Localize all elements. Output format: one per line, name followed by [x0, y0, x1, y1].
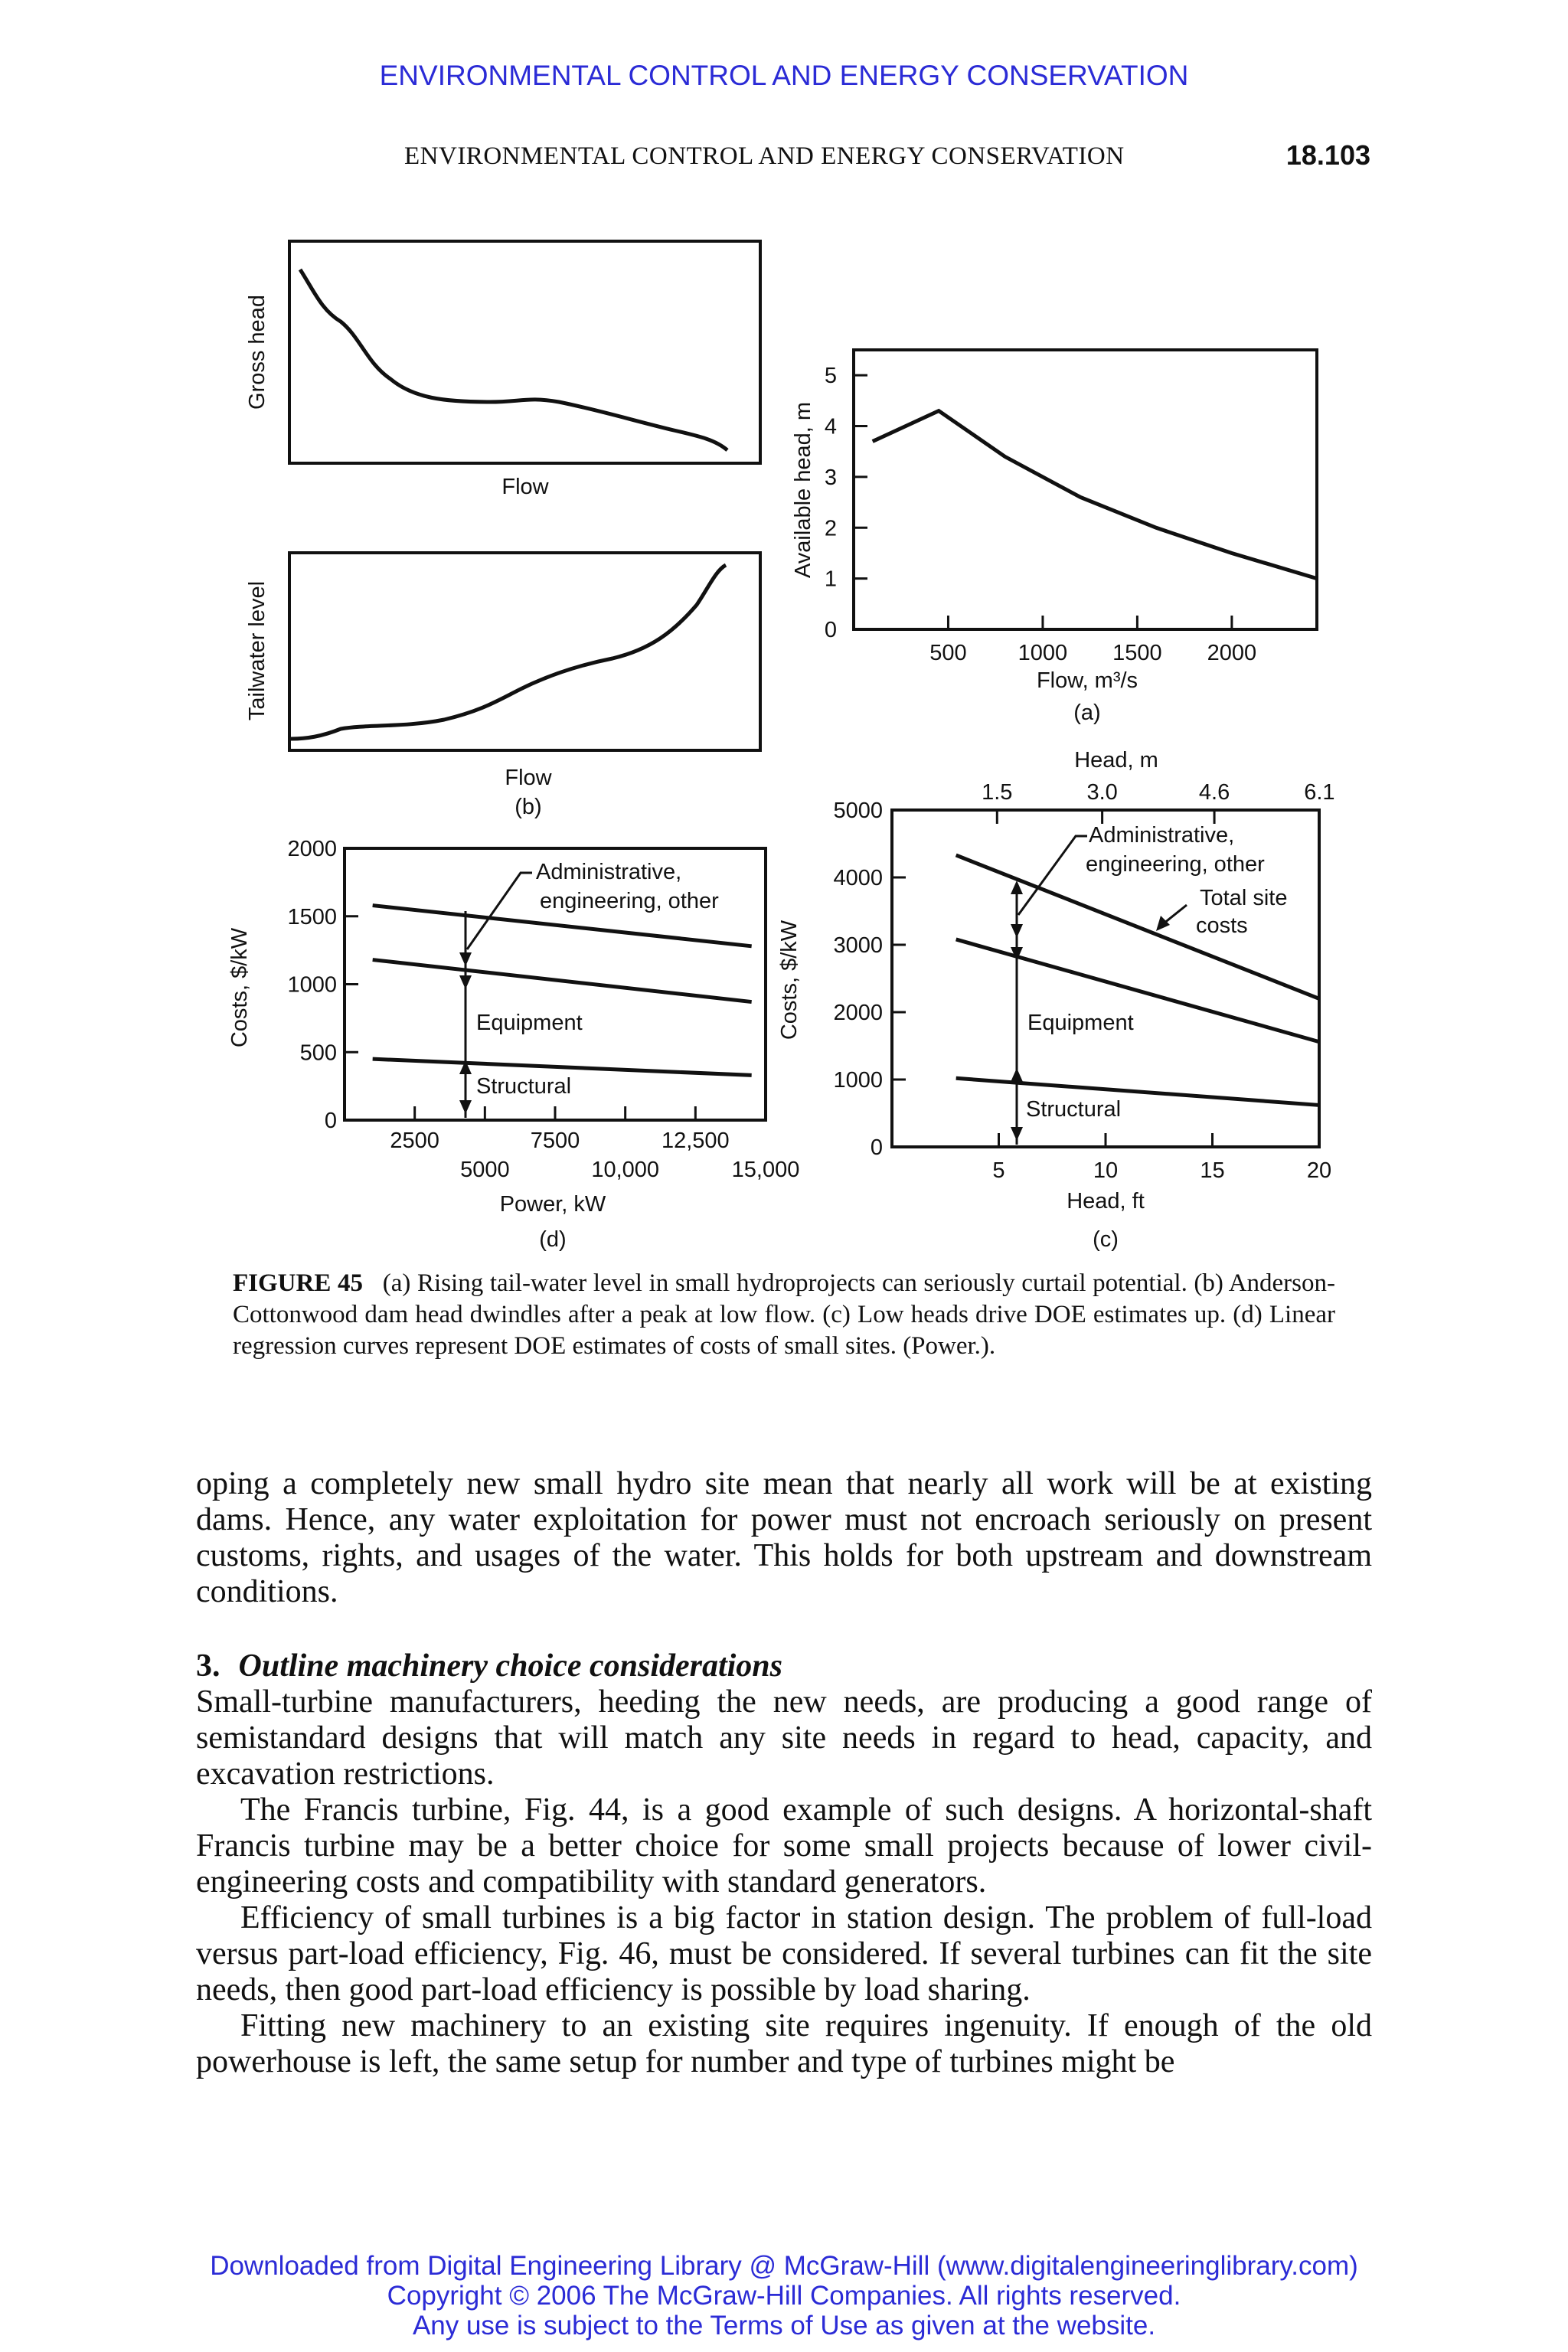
panel-d-structural: Structural [476, 1074, 572, 1099]
panel-d [227, 837, 799, 1252]
paragraph-4: Efficiency of small turbines is a big factor in station design. The problem of full-load versus part-load efficiency, Fig. 46, must be considered. If several turbines can fit the site needs, then good part-load efficiency is possible by load sharing. [196, 1900, 1372, 2007]
tailwater-curve [291, 565, 726, 739]
panel-c-admin-2: engineering, other [1086, 852, 1265, 877]
footer [0, 2251, 1568, 2341]
panel-c-x-tick-label: 10 [1093, 1158, 1119, 1183]
panel-d-equipment: Equipment [476, 1011, 583, 1035]
panel-c-xlabel: Head, ft [1067, 1189, 1145, 1214]
panel-c-total-2: costs [1196, 913, 1248, 938]
panel-c-x-tick-label: 20 [1306, 1158, 1332, 1183]
running-head: ENVIRONMENTAL CONTROL AND ENERGY CONSERVATION [404, 142, 1125, 170]
panel-d-x-tick-label: 12,500 [661, 1129, 730, 1153]
panel-a-x-tick-label: 1500 [1112, 641, 1162, 665]
section-title: Outline machinery choice considerations [238, 1648, 783, 1684]
panel-a-y-tick-label: 4 [824, 414, 837, 439]
panel-d-y-tick-label: 1500 [287, 904, 337, 929]
footer-line-2: Copyright © 2006 The McGraw-Hill Companies. All rights reserved. [387, 2281, 1181, 2311]
panel-b [245, 553, 760, 819]
panel-a-xlabel: Flow, m³/s [1036, 668, 1138, 693]
panel-c-top-axis-label: Head, m [1074, 748, 1158, 773]
panel-c-y-tick-label: 3000 [833, 933, 883, 958]
panel-d-y-tick-label: 0 [324, 1109, 337, 1133]
caption-text: (a) Rising tail-water level in small hydroprojects can seriously curtail potential. (b) Anderson-Cottonwood dam head dwindles after a peak at low flow. (c) Low heads drive DOE estimates up. (d) Linear regression curves represent DOE estimates of costs of small sites. (Power.). [233, 1269, 1335, 1360]
panel-d-xlabel: Power, kW [499, 1192, 606, 1217]
panel-a-y-tick-label: 1 [824, 567, 837, 592]
panel-d-x-tick-label: 2500 [390, 1129, 439, 1153]
panel-c-structural: Structural [1026, 1097, 1122, 1122]
panel-a-x-tick-label: 1000 [1018, 641, 1068, 665]
panel-c-y-tick-label: 4000 [833, 866, 883, 890]
panel-d-x-tick-label: 10,000 [591, 1158, 660, 1182]
section-heading [196, 1648, 782, 1684]
panel-c-admin-1: Administrative, [1089, 823, 1235, 848]
panel-c-label: (c) [1093, 1227, 1119, 1252]
panel-a-frame [854, 350, 1317, 629]
panel-c-series-line-1 [956, 939, 1319, 1042]
panel-d-series-line-2 [373, 1059, 752, 1075]
gross-head-xlabel: Flow [501, 475, 549, 499]
panel-d-y-tick-label: 1000 [287, 972, 337, 998]
panel-c-x-tick-label: 5 [992, 1158, 1005, 1183]
panel-d-x-tick-label: 15,000 [731, 1158, 800, 1182]
panel-d-series [373, 906, 752, 1076]
panel-c-total-1: Total site [1200, 886, 1288, 910]
figure-caption [233, 1268, 1335, 1362]
panel-b-xlabel: Flow [505, 766, 552, 790]
footer-line-1: Downloaded from Digital Engineering Library @ McGraw-Hill (www.digitalengineeringlibrary.com) [210, 2251, 1358, 2281]
panel-d-x-ticks [390, 1106, 799, 1182]
panel-c-equipment: Equipment [1027, 1011, 1134, 1035]
panel-d-y-tick-label: 500 [299, 1040, 337, 1066]
panel-c-x-ticks [992, 1133, 1331, 1183]
panel-c-series-line-0 [956, 855, 1319, 998]
panel-c-y-ticks [833, 799, 906, 1160]
section-number: 3. [196, 1648, 220, 1684]
panel-d-y-tick-label: 2000 [287, 837, 337, 861]
panel-a-x-tick-label: 500 [929, 641, 967, 665]
panel-d-admin-leader [467, 873, 532, 949]
panel-b-label: (b) [514, 795, 542, 819]
panel-c [777, 748, 1335, 1252]
available-head-curve [873, 411, 1317, 579]
panel-c-y-tick-label: 1000 [833, 1068, 883, 1093]
panel-c-top-tick-label: 3.0 [1086, 780, 1118, 805]
panel-gross-head [245, 241, 760, 499]
panel-d-y-ticks [287, 837, 358, 1133]
panel-c-y-tick-label: 5000 [833, 799, 883, 823]
paragraph-2: Small-turbine manufacturers, heeding the new needs, are producing a good range of semistandard designs that will match any site needs in regard to head, capacity, and excavation restrictions. [196, 1684, 1372, 1792]
panel-c-top-tick-label: 4.6 [1198, 780, 1230, 805]
page-number: 18.103 [1285, 139, 1370, 171]
panel-c-x-tick-label: 15 [1200, 1158, 1225, 1183]
panel-a-y-tick-label: 0 [824, 618, 837, 642]
panel-c-top-ticks [982, 780, 1334, 824]
panel-b-ylabel: Tailwater level [245, 580, 270, 721]
panel-d-label: (d) [539, 1227, 567, 1252]
panel-a-x-ticks [929, 616, 1256, 665]
panel-d-ylabel: Costs, $/kW [227, 927, 252, 1048]
panel-a-x-tick-label: 2000 [1207, 641, 1257, 665]
panel-c-y-tick-label: 0 [870, 1135, 883, 1160]
caption-label: FIGURE 45 [233, 1269, 363, 1297]
panel-a-label: (a) [1073, 701, 1101, 725]
gross-head-ylabel: Gross head [245, 295, 270, 410]
footer-line-3: Any use is subject to the Terms of Use as given at the website. [412, 2311, 1156, 2341]
panel-c-ylabel: Costs, $/kW [777, 920, 802, 1040]
panel-d-series-line-1 [373, 960, 752, 1002]
panel-a-ylabel: Available head, m [791, 401, 815, 579]
panel-d-x-tick-label: 7500 [530, 1129, 580, 1153]
panel-d-admin-2: engineering, other [540, 889, 719, 913]
panel-c-total-arrow [1156, 916, 1170, 931]
panel-gross-head-frame [289, 241, 760, 463]
panel-a-y-tick-label: 2 [824, 516, 837, 541]
panel-c-series-line-2 [956, 1078, 1319, 1105]
gross-head-curve [300, 270, 727, 450]
panel-a-y-ticks [825, 364, 867, 642]
panel-a-y-tick-label: 3 [824, 465, 837, 490]
paragraph-3: The Francis turbine, Fig. 44, is a good example of such designs. A horizontal-shaft Francis turbine may be a better choice for some small projects because of lower civil-engineering costs and compatibility with standard generators. [196, 1792, 1372, 1900]
panel-c-y-tick-label: 2000 [833, 1001, 883, 1025]
download-banner: ENVIRONMENTAL CONTROL AND ENERGY CONSERVATION [379, 60, 1189, 91]
paragraph-1: oping a completely new small hydro site mean that nearly all work will be at existing dams. Hence, any water exploitation for power must not encroach seriously on present customs, rights, and usages of the water. This holds for both upstream and downstream conditions. [196, 1466, 1372, 1609]
panel-c-top-tick-label: 6.1 [1304, 780, 1335, 805]
panel-d-x-tick-label: 5000 [460, 1158, 510, 1182]
paragraph-5: Fitting new machinery to an existing site requires ingenuity. If enough of the old powerhouse is left, the same setup for number and type of turbines might be [196, 2008, 1372, 2079]
panel-a-y-tick-label: 5 [824, 364, 837, 389]
panel-d-admin-1: Administrative, [536, 860, 682, 884]
panel-a [791, 350, 1317, 725]
panel-c-top-tick-label: 1.5 [982, 780, 1013, 805]
panel-b-frame [289, 553, 760, 750]
